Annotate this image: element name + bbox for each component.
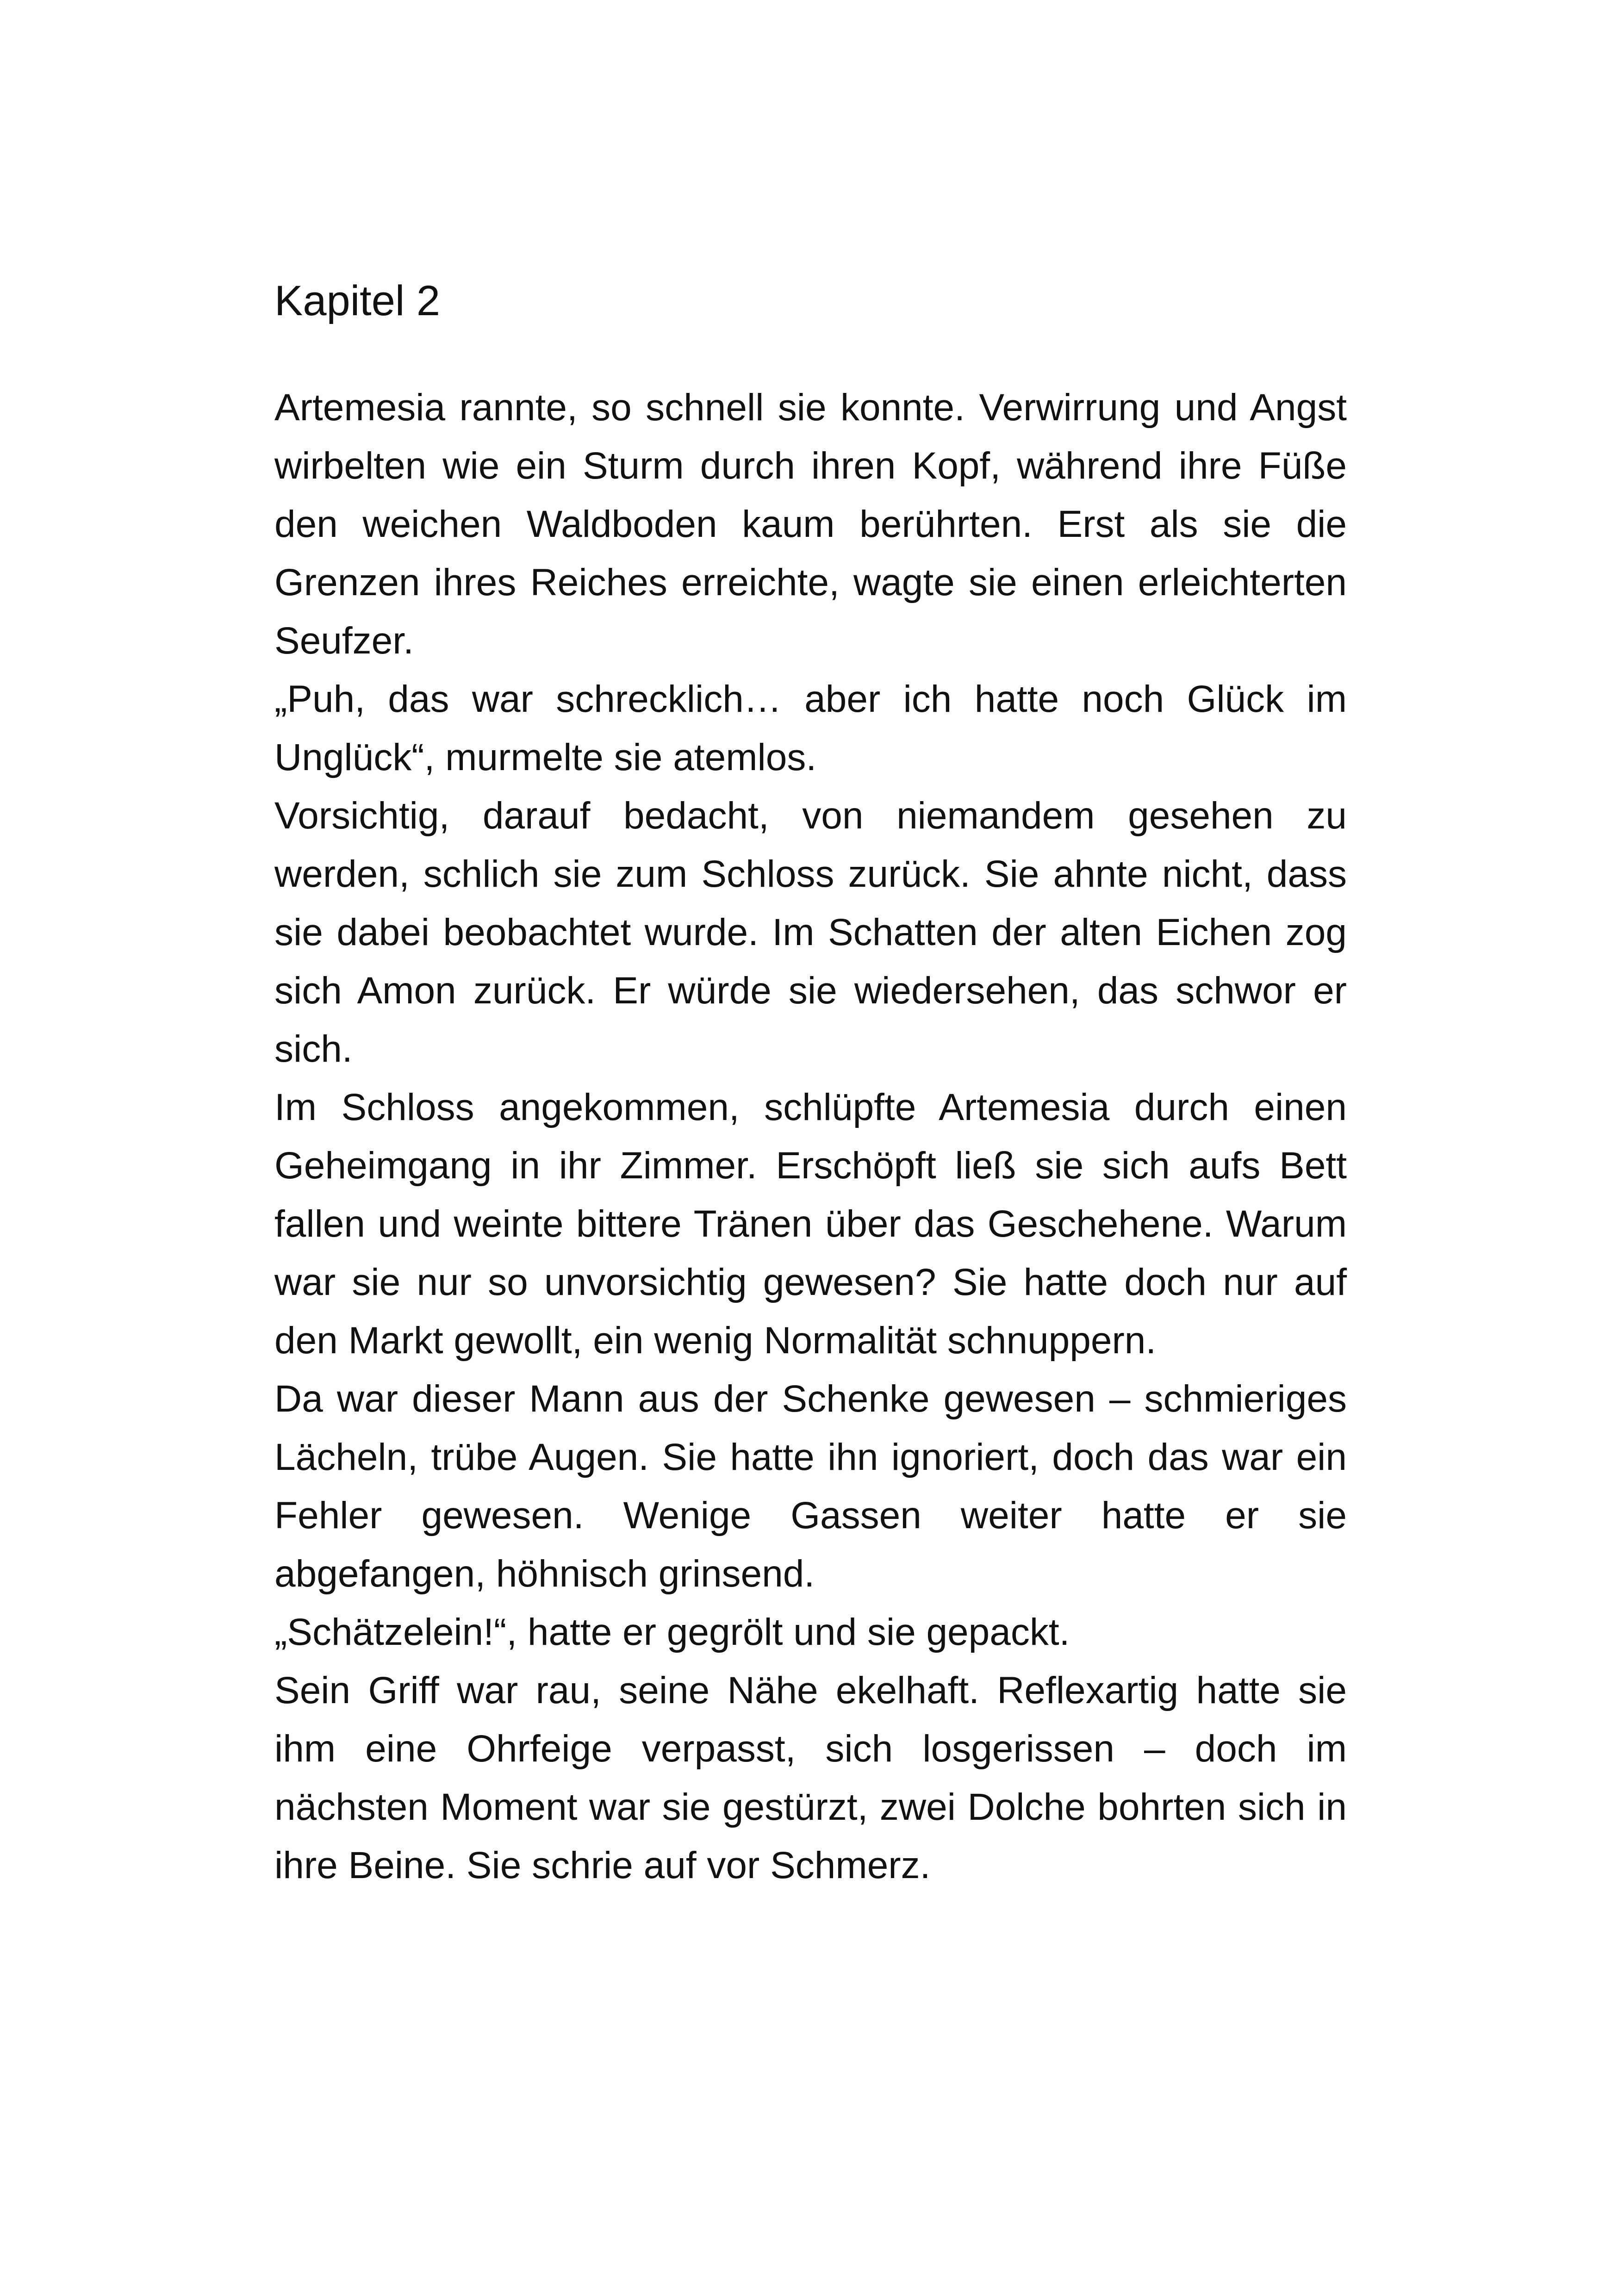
paragraph: „Puh, das war schrecklich… aber ich hatte noch Glück im Unglück“, murmelte sie atemlos. — [274, 678, 1347, 778]
paragraph: Im Schloss angekommen, schlüpfte Artemesia durch einen Geheimgang in ihr Zimmer. Erschöpft ließ sie sich aufs Bett fallen und weinte bittere Tränen über das Geschehene. Warum war sie nur so unvorsichtig gewesen? Sie hatte doch nur auf den Markt gewollt, ein wenig Normalität schnuppern. — [274, 1086, 1347, 1362]
paragraph: Artemesia rannte, so schnell sie konnte. Verwirrung und Angst wirbelten wie ein Sturm durch ihren Kopf, während ihre Füße den weichen Waldboden kaum berührten. Erst als sie die Grenzen ihres Reiches erreichte, wagte sie einen erleichterten Seufzer. — [274, 386, 1347, 662]
paragraph: „Schätzelein!“, hatte er gegrölt und sie gepackt. — [274, 1611, 1070, 1653]
paragraph: Vorsichtig, darauf bedacht, von niemandem gesehen zu werden, schlich sie zum Schloss zurück. Sie ahnte nicht, dass sie dabei beobachtet wurde. Im Schatten der alten Eichen zog sich Amon zurück. Er würde sie wiedersehen, das schwor er sich. — [274, 795, 1347, 1070]
paragraph: Sein Griff war rau, seine Nähe ekelhaft. Reflexartig hatte sie ihm eine Ohrfeige verpasst, sich losgerissen – doch im nächsten Moment war sie gestürzt, zwei Dolche bohrten sich in ihre Beine. Sie schrie auf vor Schmerz. — [274, 1669, 1347, 1886]
chapter-title: Kapitel 2 — [274, 277, 441, 324]
paragraph: Da war dieser Mann aus der Schenke gewesen – schmieriges Lächeln, trübe Augen. Sie hatte ihn ignoriert, doch das war ein Fehler gewesen. Wenige Gassen weiter hatte er sie abgefangen, höhnisch grinsend. — [274, 1378, 1347, 1595]
chapter-body — [274, 379, 1347, 1895]
